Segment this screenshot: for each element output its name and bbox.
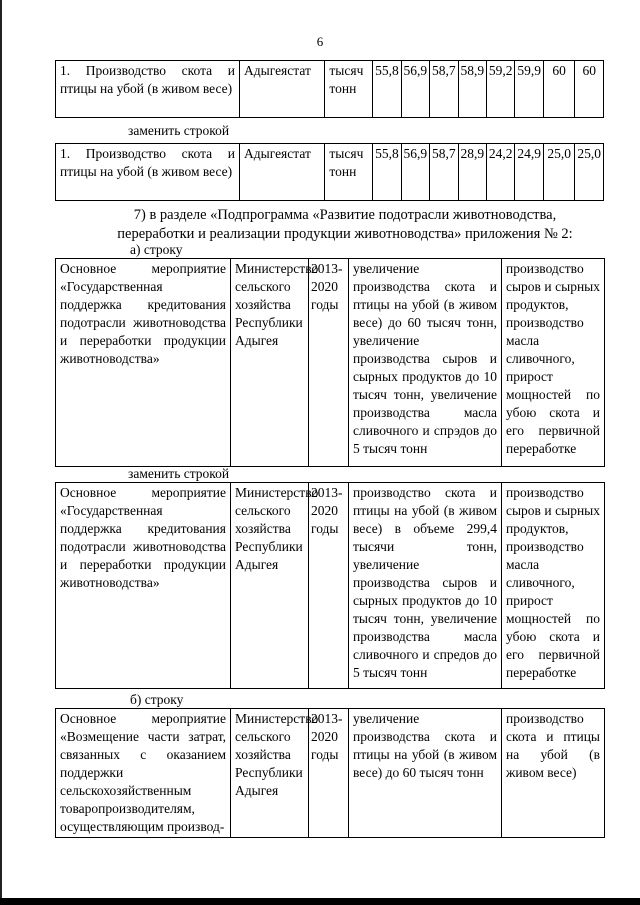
indicators: производство сыров и сырных продуктов, производство масла сливочного, прирост мощностей по убою скота и его первичной переработке — [502, 259, 605, 467]
indicator-table-original — [55, 60, 604, 118]
measure-table-b — [55, 708, 605, 838]
value-cell: 55,8 — [373, 61, 401, 118]
value-cell: 28,9 — [458, 144, 486, 201]
source-org: Адыгеястат — [240, 144, 325, 201]
measure-name: Основное мероприятие «Государственная поддержка кредитования подотрасли животноводства и переработки продукции животноводства» — [56, 259, 231, 467]
responsible-ministry: Министерство сельского хозяйства Республики Адыгея — [231, 483, 309, 689]
table-row — [56, 483, 605, 689]
value-cell: 25,0 — [575, 144, 604, 201]
value-cell: 59,9 — [515, 61, 543, 118]
responsible-ministry: Министерство сельского хозяйства Республики Адыгея — [231, 259, 309, 467]
measure-table-original — [55, 258, 605, 467]
value-cell: 24,2 — [487, 144, 515, 201]
indicators: производство скота и птицы на убой (в живом весе) — [502, 709, 605, 838]
table-row — [56, 144, 604, 201]
value-cell: 58,7 — [430, 144, 458, 201]
table-row — [56, 61, 604, 118]
page-number: 6 — [316, 34, 324, 49]
responsible-ministry: Министерство сельского хозяйства Республики Адыгея — [231, 709, 309, 838]
value-cell: 60 — [575, 61, 604, 118]
value-cell: 58,7 — [430, 61, 458, 118]
value-cell: 56,9 — [401, 61, 429, 118]
scan-bottom-edge — [0, 898, 640, 905]
replace-label: заменить строкой — [128, 466, 230, 481]
unit: тысяч тонн — [325, 144, 373, 201]
period: 2013-2020 годы — [309, 483, 349, 689]
indicator-name: 1. Производство скота и птицы на убой (в живом весе) — [56, 61, 240, 118]
item-a-label: а) строку — [130, 242, 183, 257]
period: 2013-2020 годы — [309, 259, 349, 467]
period: 2013-2020 годы — [309, 709, 349, 838]
value-cell: 56,9 — [401, 144, 429, 201]
indicator-table-replacement — [55, 143, 604, 201]
table-row — [56, 709, 605, 838]
measure-name: Основное мероприятие «Возмещение части затрат, связанных с оказанием поддержки сельскохозяйственным товаропроизводителям, осуществляющим производ- — [56, 709, 231, 838]
scan-left-edge — [0, 0, 2, 905]
indicators: производство сыров и сырных продуктов, производство масла сливочного, прирост мощностей по убою скота и его первичной переработке — [502, 483, 605, 689]
value-cell: 60 — [543, 61, 575, 118]
replace-label: заменить строкой — [128, 123, 230, 138]
value-cell: 24,9 — [515, 144, 543, 201]
measure-table-replacement — [55, 482, 605, 689]
source-org: Адыгеястат — [240, 61, 325, 118]
unit: тысяч тонн — [325, 61, 373, 118]
expected-result: производство скота и птицы на убой (в живом весе) в объеме 299,4 тысячи тонн, увеличение производства сыров и сырных продуктов до 10 тысяч тонн, увеличение производства масла сливочного и спредов до 5 тысяч тонн — [349, 483, 502, 689]
table-row — [56, 259, 605, 467]
expected-result: увеличение производства скота и птицы на убой (в живом весе) до 60 тысяч тонн, увеличение производства сыров и сырных продуктов до 10 тысяч тонн, увеличение производства масла сливочного и спрэдов до 5 тысяч тонн — [349, 259, 502, 467]
section-paragraph: 7) в разделе «Подпрограмма «Развитие подотрасли животноводства, переработки и реализации продукции животноводства» приложения № 2: — [117, 207, 573, 242]
indicator-name: 1. Производство скота и птицы на убой (в живом весе) — [56, 144, 240, 201]
item-b-label: б) строку — [130, 692, 184, 707]
value-cell: 25,0 — [543, 144, 575, 201]
value-cell: 59,2 — [487, 61, 515, 118]
expected-result: увеличение производства скота и птицы на убой (в живом весе) до 60 тысяч тонн — [349, 709, 502, 838]
value-cell: 58,9 — [458, 61, 486, 118]
measure-name: Основное мероприятие «Государственная поддержка кредитования подотрасли животноводства и переработки продукции животноводства» — [56, 483, 231, 689]
value-cell: 55,8 — [373, 144, 401, 201]
